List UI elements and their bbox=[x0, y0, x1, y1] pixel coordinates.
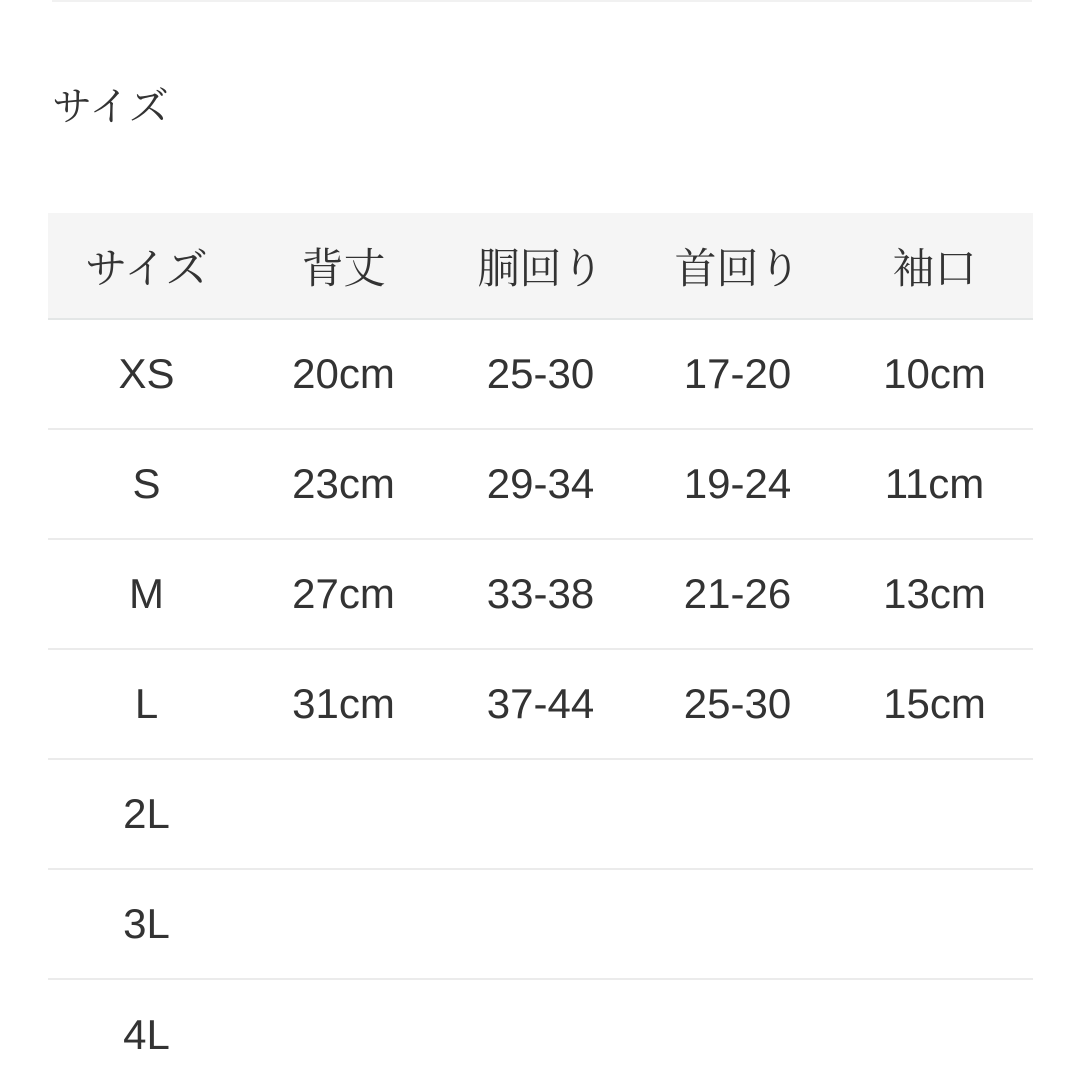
size-label-cell: M bbox=[129, 570, 164, 617]
table-row-3l bbox=[48, 869, 1033, 979]
table-row-2l bbox=[48, 759, 1033, 869]
measurement-cell: 19-24 bbox=[683, 460, 792, 507]
measurement-cell: 13cm bbox=[883, 570, 986, 617]
measurement-cell bbox=[245, 759, 442, 869]
measurement-cell: 31cm bbox=[292, 680, 395, 727]
measurement-cell: 29-34 bbox=[486, 460, 595, 507]
measurement-cell: 25-30 bbox=[486, 350, 595, 397]
size-table-head bbox=[48, 213, 1033, 319]
measurement-cell bbox=[836, 869, 1033, 979]
measurement-cell bbox=[245, 869, 442, 979]
column-header-cuff: 袖口 bbox=[892, 244, 977, 292]
column-header-size: サイズ bbox=[85, 244, 208, 292]
top-divider bbox=[52, 0, 1032, 2]
table-row-l bbox=[48, 649, 1033, 759]
size-table-body bbox=[48, 319, 1033, 1089]
measurement-cell bbox=[245, 979, 442, 1089]
table-row-xs bbox=[48, 319, 1033, 429]
measurement-cell bbox=[639, 759, 836, 869]
table-row-m bbox=[48, 539, 1033, 649]
size-label-cell: 4L bbox=[123, 1010, 170, 1058]
column-header-back-length: 背丈 bbox=[301, 244, 386, 292]
measurement-cell: 37-44 bbox=[486, 680, 595, 727]
measurement-cell: 33-38 bbox=[486, 570, 595, 617]
measurement-cell: 15cm bbox=[883, 680, 986, 727]
measurement-cell: 23cm bbox=[292, 460, 395, 507]
section-title-size: サイズ bbox=[52, 85, 169, 129]
measurement-cell: 21-26 bbox=[683, 570, 792, 617]
measurement-cell bbox=[639, 979, 836, 1089]
size-label-cell: 2L bbox=[123, 790, 170, 837]
measurement-cell bbox=[442, 869, 639, 979]
measurement-cell bbox=[442, 979, 639, 1089]
measurement-cell: 17-20 bbox=[683, 350, 792, 397]
measurement-cell: 11cm bbox=[884, 460, 985, 507]
size-label-cell: 3L bbox=[123, 900, 170, 947]
size-label-cell: L bbox=[134, 680, 159, 727]
measurement-cell bbox=[836, 979, 1033, 1089]
measurement-cell: 25-30 bbox=[683, 680, 792, 727]
column-header-neck: 首回り bbox=[674, 244, 801, 292]
table-header-row bbox=[48, 213, 1033, 319]
measurement-cell: 10cm bbox=[883, 350, 986, 397]
size-label-cell: S bbox=[132, 460, 161, 507]
table-row-4l bbox=[48, 979, 1033, 1089]
measurement-cell bbox=[442, 759, 639, 869]
table-row-s bbox=[48, 429, 1033, 539]
measurement-cell: 20cm bbox=[292, 350, 395, 397]
column-header-girth: 胴回り bbox=[477, 244, 604, 292]
measurement-cell: 27cm bbox=[292, 570, 395, 617]
size-label-cell: XS bbox=[118, 350, 175, 397]
measurement-cell bbox=[836, 759, 1033, 869]
measurement-cell bbox=[639, 869, 836, 979]
size-table bbox=[48, 213, 1033, 1089]
